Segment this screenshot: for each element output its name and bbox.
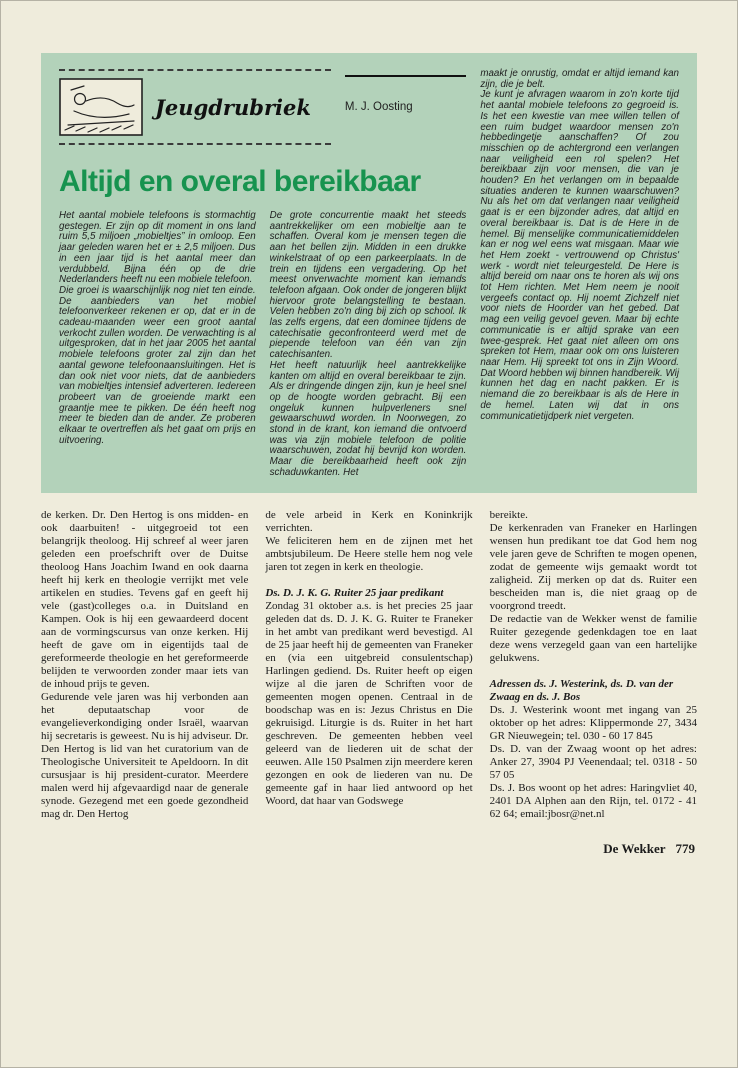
page-number: 779: [675, 840, 695, 856]
author-name: M. J. Oosting: [344, 101, 413, 113]
article-paragraph: de kerken. Dr. Den Hertog is ons midden- en ook daarbuiten! - uitgegroeid tot een belangrijk theoloog. Hij schreef al weer jaren geleden een proefschrift over de Duitse theoloog Hans Joachim Iwand en ook daarna heeft hij kerk en theologie verrijkt met vele artikelen en studies. Tevens gaf en geeft hij vele (gast)colleges o.a. in Duitsland en Kampen. Ook is hij een gewaardeerd docent aan de vormingscursus van onze kerken. Hij heeft de gave om in eigentijds taal de gereformeerde theologie en het gereformeerde belijden te verwoorden zonder maar iets van de inhoud prijs te geven.: [41, 508, 249, 690]
address-paragraph: Ds. J. Westerink woont met ingang van 25 oktober op het adres: Klippermonde 27, 3434 GR Nieuwegein; tel. 030 - 60 17 845: [489, 703, 697, 742]
article-column-3: [490, 509, 697, 821]
feature-paragraph: Je kunt je afvragen waarom in zo'n korte tijd het aantal mobiele telefoons zo gegroeid is. Is het een kwestie van mee willen tellen of een ruim budget waardoor mensen zo'n hebbedingetje aanschaffen? Of zou misschien op de achtergrond een verlangen naar veiligheid een rol spelen? Het bereikbaar zijn voor mensen, die van je houden? En het verlangen om in bepaalde situaties anderen te kunnen waarschuwen? Nu als het om dat verlangen naar veiligheid gaat is er een bijzonder adres, dat altijd en overal bereikbaar is. Dat is de Here in de hemel. Bij menselijke communicatiemiddelen kan er nog wel eens wat misgaan. Maar wie het Hem zoekt - vertrouwend op Christus' werk - wordt niet teleurgesteld. De Here is altijd bereid om naar ons te horen als wij ons tot Hem richten. Met Hem neem je nooit vergeefs contact op. Hij noemt Zichzelf niet voor niets de Hoorder van het gebed. Dat mag een veilig gevoel geven. Maar bij echte communicatie is er altijd sprake van een twee-gesprek. Het gaat niet alleen om ons spreken tot Hem, maar ook om ons luisteren naar Hem. Hij spreekt tot ons in Zijn Woord. Dat Woord hebben wij binnen handbereik. Wij kunnen het dag en nacht pakken. Er is niemand die zo bereikbaar is als de Here in de hemel. Laten wij dat in ons communicatietijdperk niet vergeten.: [480, 89, 679, 422]
masthead-left-block: [59, 69, 331, 145]
article-paragraph: De redactie van de Wekker wenst de familie Ruiter gezegende gedenkdagen toe en laat deze wens verzegeld gaan van een hartelijke gelukwens.: [489, 612, 697, 664]
article-column-1: [41, 509, 248, 821]
article-paragraph: We feliciteren hem en de zijnen met het ambtsjubileum. De Heere stelle hem nog vele jaren tot zegen in kerk en theologie.: [265, 534, 473, 573]
page-footer: [41, 841, 697, 857]
feature-column-2: [270, 211, 467, 479]
masthead-right-block: [345, 69, 466, 145]
feature-paragraph: Het heeft natuurlijk heel aantrekkelijke kanten om altijd en overal bereikbaar te zijn. Als er dringende dingen zijn, kun je heel snel op de hoogte worden gebracht. Bij een ongeluk kunnen hulpverleners snel gewaarschuwd worden. In Noorwegen, zo stond in de krant, kon iemand die ontvoerd was via zijn mobiele telefoon de politie waarschuwen, zodat hij bevrijd kon worden. Maar die bereikbaarheid heeft ook zijn schaduwkanten. Het: [269, 359, 467, 478]
masthead-rule: [345, 75, 466, 77]
article-section: [41, 509, 697, 821]
magazine-name: De Wekker: [603, 840, 666, 856]
feature-panel: [41, 53, 697, 493]
address-paragraph: Ds. D. van der Zwaag woont op het adres: Anker 27, 3904 PJ Veenendaal; tel. 0318 - 50 57 05: [489, 742, 697, 781]
feature-paragraph: Het aantal mobiele telefoons is stormachtig gestegen. Er zijn op dit moment in ons land ruim 5,5 miljoen „mobieltjes” in omloop. Een jaar geleden waren het er ± 2,5 miljoen. Dus in een jaar tijd is het aantal meer dan verdubbeld. Bijna één op de drie Nederlanders heeft nu een mobiele telefoon.: [59, 210, 256, 286]
article-paragraph: Zondag 31 oktober a.s. is het precies 25 jaar geleden dat ds. D. J. K. G. Ruiter te Franeker in het ambt van predikant werd bevestigd. Al de 25 jaar heeft hij de gemeenten van Franeker en (via een uitgebreid consulentschap) Harlingen gediend. Ds. Ruiter heeft op eigen wijze al die jaren de Schriften voor de gemeenten mogen openen. Centraal in de boodschap was en is: Jezus Christus en Die gekruisigd. Liturgie is ds. Ruiter in het hart geschreven. De gemeenten hebben veel geleerd van de liederen uit de schat der eeuwen. Alle 150 Psalmen zijn meerdere keren gezongen en ook de liederen van nu. De gemeente gaf in haar lied antwoord op het Woord, dat haar van Godswege: [265, 599, 473, 807]
article-paragraph: Gedurende vele jaren was hij verbonden aan het deputaatschap voor de evangelieverkondiging onder Israël, waarvan hij secretaris is geweest. Nu is hij adviseur. Dr. Den Hertog is lid van het curatorium van de Theologische Universiteit te Apeldoorn. In dit cursusjaar is hij president-curator. Meerdere malen werd hij afgevaardigd naar de generale synode. Gezegend met een goede gezondheid mag dr. Den Hertog: [41, 690, 249, 820]
feature-paragraph: maakt je onrustig, omdat er altijd iemand kan zijn, die je belt.: [480, 68, 679, 90]
article-heading-adressen: Adressen ds. J. Westerink, ds. D. van der Zwaag en ds. J. Bos: [489, 677, 674, 703]
feature-column-1: [59, 211, 256, 479]
feature-column-3: [480, 69, 679, 479]
feature-paragraph: De grote concurrentie maakt het steeds aantrekkelijker om een mobieltje aan te schaffen. Overal kom je mensen tegen die aan het bellen zijn. Midden in een drukke winkelstraat of op een parkeerplaats. In de trein en tijdens een vergadering. Op het meest onverwachte moment kan iemands telefoon afgaan. Ook onder de jongeren blijkt hiervoor grote belangstelling te bestaan. Velen hebben zo'n ding bij zich op school. Ik las zelfs ergens, dat een dominee tijdens de catechisatie geconfronteerd werd met de piepende telefoon van één van zijn catechisanten.: [269, 210, 467, 361]
feature-title: Altijd en overal bereikbaar: [59, 165, 421, 198]
article-paragraph: De kerkenraden van Franeker en Harlingen wensen hun predikant toe dat God hem nog vele jaren geve de Schriften te mogen openen, zodat de gemeente wijs gemaakt wordt tot zaligheid. Zij merken op dat ds. Ruiter een bescheiden man is, die niet graag op de voorgrond treedt.: [489, 521, 697, 612]
rubriek-title: Jeugdrubriek: [155, 94, 311, 120]
article-column-2: [265, 509, 472, 821]
feature-paragraph: Die groei is waarschijnlijk nog niet ten einde. De aanbieders van het mobiel telefoonverkeer rekenen er op, dat er in de cadeau-maanden weer een groot aantal verkocht zullen worden. De verwachting is al uitgesproken, dat in het jaar 2005 het aantal mobiele telefoons groter zal zijn dan het aantal gewone telefoonaansluitingen. Het is dan ook niet voor niets, dat de aanbieders van mobieltjes intensief adverteren. Iedereen probeert van de groeiende markt een graantje mee te pikken. De één heeft nog meer te bieden dan de ander. Ze proberen elkaar te overtreffen als het gaat om prijs en uitvoering.: [59, 284, 256, 446]
article-heading-ruiter-jubileum: Ds. D. J. K. G. Ruiter 25 jaar predikant: [265, 586, 444, 599]
address-paragraph: Ds. J. Bos woont op het adres: Haringvliet 40, 2401 DA Alphen aan den Rijn, tel. 0172 - 41 62 64; email:jbosr@net.nl: [489, 781, 697, 820]
masthead: [59, 69, 466, 145]
article-paragraph: bereikte.: [489, 508, 528, 521]
reclining-figure-illustration: [59, 78, 143, 136]
article-paragraph: de vele arbeid in Kerk en Koninkrijk verrichten.: [265, 508, 473, 534]
